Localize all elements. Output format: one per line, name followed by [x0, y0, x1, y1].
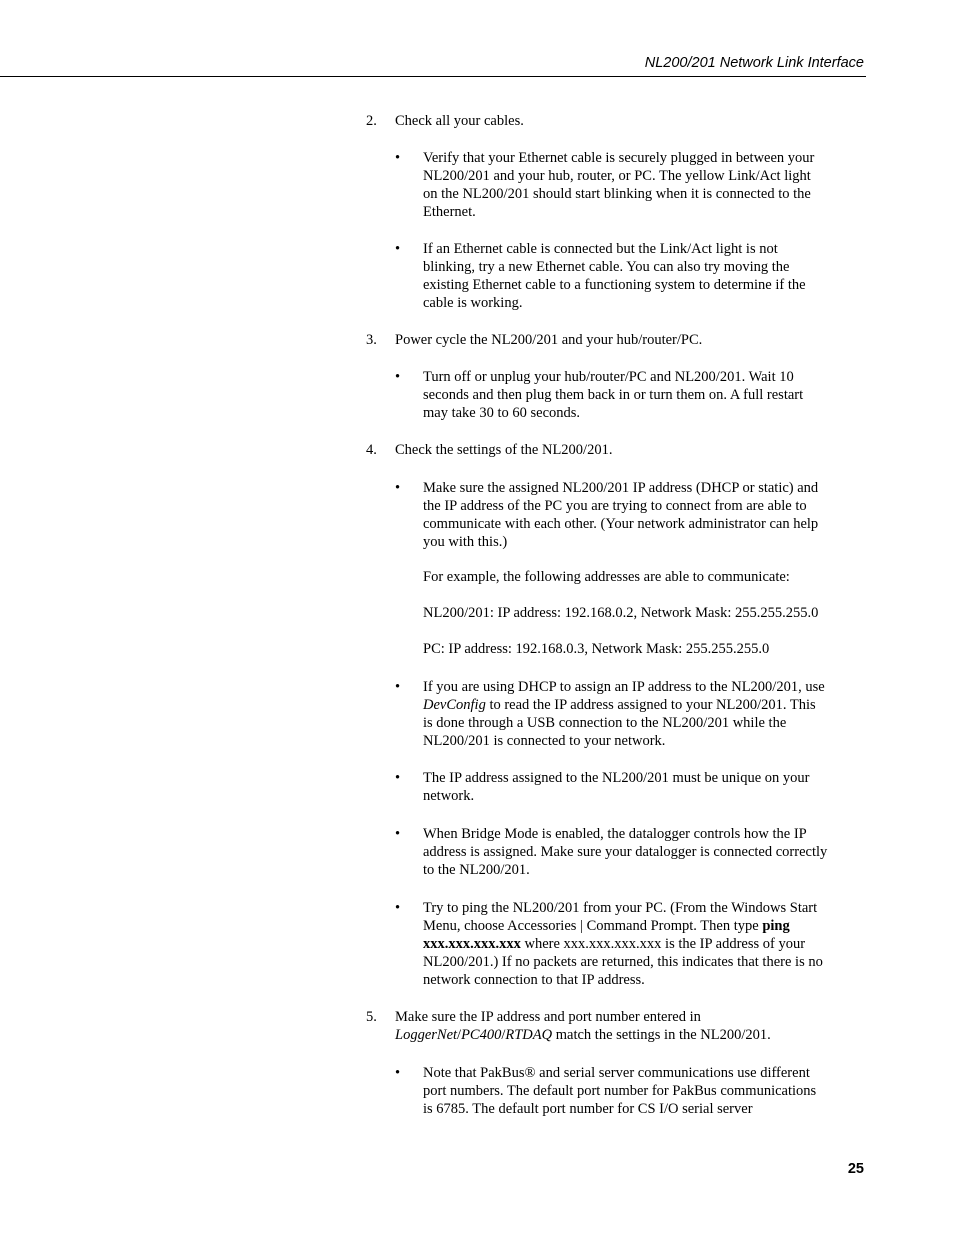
- bullet-item: • The IP address assigned to the NL200/201 must be unique on your network.: [395, 770, 810, 804]
- step-number: 3.: [366, 332, 377, 348]
- bullet-item: • When Bridge Mode is enabled, the datalogger controls how the IP address is assigned. Make sure your datalogger is connected correctly to the NL200/201.: [395, 826, 828, 878]
- bullet-item: • Try to ping the NL200/201 from your PC. (From the Windows Start Menu, choose Accessories | Command Prompt. Then type ping xxx.xxx.xxx.xxx where xxx.xxx.xxx.xxx is the IP address of your NL200/201.) If no packets are returned, this indicates that there is no network connection to that IP address.: [395, 900, 823, 988]
- page-number: 25: [847, 1161, 864, 1177]
- example-pc-address: PC: IP address: 192.168.0.3, Network Mask: 255.255.255.0: [423, 641, 770, 657]
- bullet-dot: •: [395, 900, 401, 916]
- bullet-dot: •: [395, 241, 401, 257]
- step-3: [366, 331, 866, 349]
- step-4: [366, 441, 866, 459]
- step-number: 2.: [366, 113, 377, 129]
- header-rule: [0, 76, 866, 77]
- bullet-item: • Verify that your Ethernet cable is securely plugged in between your NL200/201 and your hub, router, or PC. The yellow Link/Act light on the NL200/201 should start blinking when it is connected to the Ethernet.: [395, 150, 815, 220]
- devconfig-name: DevConfig: [423, 697, 486, 713]
- step-5: 5. Make sure the IP address and port number entered in LoggerNet/PC400/RTDAQ match the settings in the NL200/201.: [366, 1009, 771, 1043]
- bullet-dot: •: [395, 679, 401, 695]
- document-body: [366, 112, 866, 1118]
- bullet-item: • If an Ethernet cable is connected but the Link/Act light is not blinking, try a new Ethernet cable. You can also try moving the existing Ethernet cable to a functioning system to determine if the cable is working.: [395, 241, 806, 311]
- step-number: 4.: [366, 442, 377, 458]
- bullet-dot: •: [395, 369, 401, 385]
- step-text: Check all your cables.: [395, 113, 524, 129]
- bullet-item: • Make sure the assigned NL200/201 IP address (DHCP or static) and the IP address of the PC you are trying to connect from are able to communicate with each other. (Your network administrator can help you with this.): [395, 480, 819, 550]
- bullet-dot: •: [395, 1065, 401, 1081]
- header-title: NL200/201 Network Link Interface: [644, 55, 864, 71]
- step-2: [366, 112, 866, 130]
- step-number: 5.: [366, 1009, 377, 1025]
- step-text: Check the settings of the NL200/201.: [395, 442, 613, 458]
- step-text: Power cycle the NL200/201 and your hub/router/PC.: [395, 332, 703, 348]
- bullet-dot: •: [395, 150, 401, 166]
- example-intro: For example, the following addresses are able to communicate:: [423, 569, 790, 585]
- ping-command: ping: [762, 918, 790, 934]
- ping-address: xxx.xxx.xxx.xxx: [423, 936, 521, 952]
- bullet-dot: •: [395, 770, 401, 786]
- bullet-item: • If you are using DHCP to assign an IP address to the NL200/201, use DevConfig to read the IP address assigned to your NL200/201. This is done through a USB connection to the NL200/201 while the NL200/201 is connected to your network.: [395, 679, 825, 749]
- bullet-item: • Note that PakBus® and serial server communications use different port numbers. The default port number for PakBus communications is 6785. The default port number for CS I/O serial server: [395, 1065, 817, 1117]
- example-nl-address: NL200/201: IP address: 192.168.0.2, Network Mask: 255.255.255.0: [423, 605, 819, 621]
- bullet-item: • Turn off or unplug your hub/router/PC and NL200/201. Wait 10 seconds and then plug them back in or turn them on. A full restart may take 30 to 60 seconds.: [395, 369, 804, 421]
- bullet-dot: •: [395, 826, 401, 842]
- bullet-dot: •: [395, 480, 401, 496]
